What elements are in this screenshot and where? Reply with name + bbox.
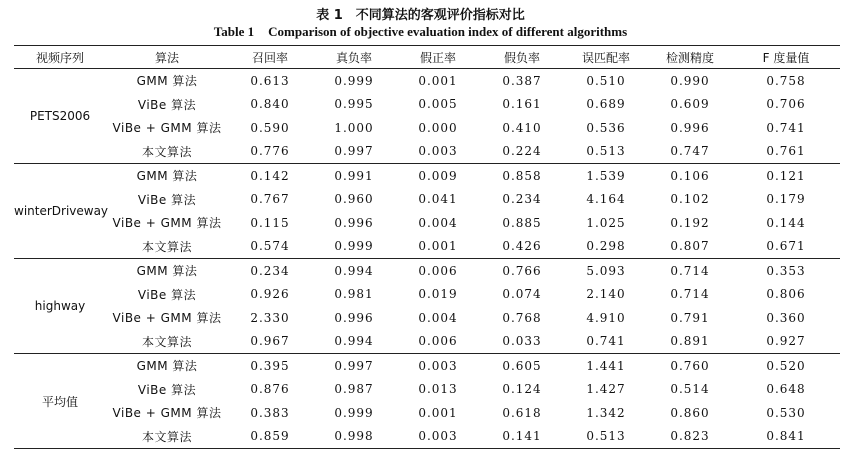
- recall-cell: 0.115: [250, 215, 290, 230]
- table-title-en: Comparison of objective evaluation index of different algorithms: [268, 24, 628, 39]
- table-row: [14, 116, 840, 140]
- mismatch-rate-cell: 0.298: [586, 239, 626, 254]
- false-positive-rate-cell: 0.006: [418, 263, 458, 278]
- recall-cell: 0.613: [250, 73, 290, 88]
- algorithm-cell: GMM 算法: [136, 359, 198, 374]
- sequence-cell: winterDriveway: [14, 204, 109, 218]
- mismatch-rate-cell: 0.689: [586, 97, 626, 112]
- true-negative-rate-cell: 0.981: [334, 287, 374, 302]
- table-group: [14, 354, 840, 449]
- table-label-en: Table 1: [213, 24, 255, 39]
- algorithm-cell: 本文算法: [141, 144, 192, 159]
- f-measure-cell: 0.706: [766, 97, 806, 112]
- true-negative-rate-cell: 1.000: [334, 120, 374, 135]
- true-negative-rate-cell: 0.994: [334, 263, 374, 278]
- false-negative-rate-cell: 0.768: [502, 310, 542, 325]
- precision-cell: 0.760: [670, 358, 710, 373]
- false-positive-rate-cell: 0.003: [418, 358, 458, 373]
- recall-cell: 0.395: [250, 358, 290, 373]
- algorithm-cell: GMM 算法: [136, 74, 198, 89]
- true-negative-rate-cell: 0.999: [334, 239, 374, 254]
- true-negative-rate-cell: 0.991: [334, 168, 374, 183]
- precision-cell: 0.714: [670, 287, 710, 302]
- false-positive-rate-cell: 0.001: [418, 239, 458, 254]
- false-positive-rate-cell: 0.006: [418, 334, 458, 349]
- precision-cell: 0.714: [670, 263, 710, 278]
- mismatch-rate-cell: 5.093: [586, 263, 626, 278]
- sequence-cell: highway: [34, 299, 86, 313]
- false-negative-rate-cell: 0.766: [502, 263, 542, 278]
- mismatch-rate-cell: 2.140: [586, 287, 626, 302]
- false-positive-rate-cell: 0.004: [418, 215, 458, 230]
- precision-cell: 0.747: [670, 144, 710, 159]
- false-positive-rate-cell: 0.041: [418, 192, 458, 207]
- false-positive-rate-cell: 0.003: [418, 429, 458, 444]
- header-algorithm: 算法: [154, 50, 179, 65]
- false-positive-rate-cell: 0.004: [418, 310, 458, 325]
- table-row: [14, 401, 840, 425]
- table-row: [14, 378, 840, 402]
- precision-cell: 0.192: [670, 215, 710, 230]
- header-f-measure: F 度量值: [762, 50, 810, 65]
- f-measure-cell: 0.806: [766, 287, 806, 302]
- false-positive-rate-cell: 0.000: [418, 120, 458, 135]
- true-negative-rate-cell: 0.996: [334, 310, 374, 325]
- precision-cell: 0.106: [670, 168, 710, 183]
- false-positive-rate-cell: 0.001: [418, 73, 458, 88]
- table-row: [14, 306, 840, 330]
- header-false-positive-rate: 假正率: [419, 50, 456, 65]
- f-measure-cell: 0.179: [766, 192, 806, 207]
- precision-cell: 0.807: [670, 239, 710, 254]
- recall-cell: 0.590: [250, 120, 290, 135]
- false-negative-rate-cell: 0.074: [502, 287, 542, 302]
- table-group: [14, 259, 840, 354]
- table-row: [14, 69, 840, 93]
- precision-cell: 0.102: [670, 192, 710, 207]
- true-negative-rate-cell: 0.960: [334, 192, 374, 207]
- recall-cell: 0.383: [250, 405, 290, 420]
- recall-cell: 0.967: [250, 334, 290, 349]
- f-measure-cell: 0.761: [766, 144, 806, 159]
- algorithm-cell: 本文算法: [141, 429, 192, 444]
- f-measure-cell: 0.520: [766, 358, 806, 373]
- table-caption-cn: 表 1 不同算法的客观评价指标对比: [316, 8, 525, 23]
- mismatch-rate-cell: 1.539: [586, 168, 626, 183]
- algorithm-cell: ViBe + GMM 算法: [112, 216, 222, 231]
- mismatch-rate-cell: 4.164: [586, 192, 626, 207]
- true-negative-rate-cell: 0.999: [334, 73, 374, 88]
- recall-cell: 0.840: [250, 97, 290, 112]
- mismatch-rate-cell: 0.513: [586, 429, 626, 444]
- true-negative-rate-cell: 0.998: [334, 429, 374, 444]
- true-negative-rate-cell: 0.995: [334, 97, 374, 112]
- false-negative-rate-cell: 0.387: [502, 73, 542, 88]
- true-negative-rate-cell: 0.987: [334, 382, 374, 397]
- f-measure-cell: 0.758: [766, 73, 806, 88]
- false-negative-rate-cell: 0.410: [502, 120, 542, 135]
- false-negative-rate-cell: 0.858: [502, 168, 542, 183]
- header-precision: 检测精度: [665, 50, 714, 65]
- header-recall: 召回率: [251, 50, 288, 65]
- sequence-cell: PETS2006: [29, 109, 91, 123]
- false-positive-rate-cell: 0.001: [418, 405, 458, 420]
- recall-cell: 0.776: [250, 144, 290, 159]
- f-measure-cell: 0.144: [766, 215, 806, 230]
- false-negative-rate-cell: 0.161: [502, 97, 542, 112]
- recall-cell: 0.876: [250, 382, 290, 397]
- true-negative-rate-cell: 0.997: [334, 144, 374, 159]
- table-row: [14, 211, 840, 235]
- f-measure-cell: 0.841: [766, 429, 806, 444]
- recall-cell: 0.574: [250, 239, 290, 254]
- mismatch-rate-cell: 0.536: [586, 120, 626, 135]
- header-mismatch-rate: 误匹配率: [581, 50, 630, 65]
- precision-cell: 0.891: [670, 334, 710, 349]
- false-negative-rate-cell: 0.234: [502, 192, 542, 207]
- recall-cell: 2.330: [250, 310, 290, 325]
- algorithm-cell: ViBe + GMM 算法: [112, 311, 222, 326]
- f-measure-cell: 0.741: [766, 120, 806, 135]
- table-caption-en: [0, 24, 841, 40]
- mismatch-rate-cell: 0.741: [586, 334, 626, 349]
- mismatch-rate-cell: 0.510: [586, 73, 626, 88]
- true-negative-rate-cell: 0.996: [334, 215, 374, 230]
- mismatch-rate-cell: 1.342: [586, 405, 626, 420]
- mismatch-rate-cell: 4.910: [586, 310, 626, 325]
- table-row: [14, 330, 840, 354]
- precision-cell: 0.823: [670, 429, 710, 444]
- f-measure-cell: 0.927: [766, 334, 806, 349]
- true-negative-rate-cell: 0.997: [334, 358, 374, 373]
- algorithm-cell: ViBe 算法: [137, 287, 197, 302]
- table-group: [14, 69, 840, 164]
- algorithm-cell: 本文算法: [141, 239, 192, 254]
- false-positive-rate-cell: 0.013: [418, 382, 458, 397]
- header-false-negative-rate: 假负率: [503, 50, 540, 65]
- f-measure-cell: 0.648: [766, 382, 806, 397]
- false-negative-rate-cell: 0.426: [502, 239, 542, 254]
- algorithm-cell: GMM 算法: [136, 169, 198, 184]
- table-row: [14, 283, 840, 307]
- false-negative-rate-cell: 0.885: [502, 215, 542, 230]
- true-negative-rate-cell: 0.994: [334, 334, 374, 349]
- table-row: [14, 259, 840, 283]
- mismatch-rate-cell: 1.025: [586, 215, 626, 230]
- mismatch-rate-cell: 1.427: [586, 382, 626, 397]
- precision-cell: 0.609: [670, 97, 710, 112]
- false-positive-rate-cell: 0.009: [418, 168, 458, 183]
- recall-cell: 0.926: [250, 287, 290, 302]
- false-positive-rate-cell: 0.005: [418, 97, 458, 112]
- recall-cell: 0.859: [250, 429, 290, 444]
- precision-cell: 0.860: [670, 405, 710, 420]
- table-row: [14, 354, 840, 378]
- header-true-negative-rate: 真负率: [335, 50, 372, 65]
- table-row: [14, 93, 840, 117]
- precision-cell: 0.514: [670, 382, 710, 397]
- true-negative-rate-cell: 0.999: [334, 405, 374, 420]
- header-sequence: 视频序列: [35, 50, 84, 65]
- recall-cell: 0.767: [250, 192, 290, 207]
- algorithm-cell: ViBe 算法: [137, 97, 197, 112]
- f-measure-cell: 0.671: [766, 239, 806, 254]
- table-row: [14, 164, 840, 188]
- recall-cell: 0.234: [250, 263, 290, 278]
- precision-cell: 0.791: [670, 310, 710, 325]
- algorithm-cell: GMM 算法: [136, 264, 198, 279]
- false-negative-rate-cell: 0.224: [502, 144, 542, 159]
- table-header: [14, 46, 840, 69]
- false-negative-rate-cell: 0.033: [502, 334, 542, 349]
- f-measure-cell: 0.360: [766, 310, 806, 325]
- mismatch-rate-cell: 0.513: [586, 144, 626, 159]
- sequence-cell: 平均值: [41, 394, 78, 409]
- algorithm-cell: 本文算法: [141, 334, 192, 349]
- false-negative-rate-cell: 0.605: [502, 358, 542, 373]
- table-row: [14, 425, 840, 449]
- false-positive-rate-cell: 0.019: [418, 287, 458, 302]
- table-group: [14, 164, 840, 259]
- f-measure-cell: 0.530: [766, 405, 806, 420]
- precision-cell: 0.990: [670, 73, 710, 88]
- algorithm-cell: ViBe 算法: [137, 382, 197, 397]
- algorithm-cell: ViBe 算法: [137, 192, 197, 207]
- false-negative-rate-cell: 0.124: [502, 382, 542, 397]
- table-row: [14, 140, 840, 164]
- header-row: [14, 46, 840, 69]
- evaluation-table: [14, 45, 840, 449]
- table-row: [14, 188, 840, 212]
- table-row: [14, 235, 840, 259]
- false-negative-rate-cell: 0.618: [502, 405, 542, 420]
- algorithm-cell: ViBe + GMM 算法: [112, 121, 222, 136]
- mismatch-rate-cell: 1.441: [586, 358, 626, 373]
- false-positive-rate-cell: 0.003: [418, 144, 458, 159]
- algorithm-cell: ViBe + GMM 算法: [112, 406, 222, 421]
- precision-cell: 0.996: [670, 120, 710, 135]
- f-measure-cell: 0.353: [766, 263, 806, 278]
- f-measure-cell: 0.121: [766, 168, 806, 183]
- recall-cell: 0.142: [250, 168, 290, 183]
- false-negative-rate-cell: 0.141: [502, 429, 542, 444]
